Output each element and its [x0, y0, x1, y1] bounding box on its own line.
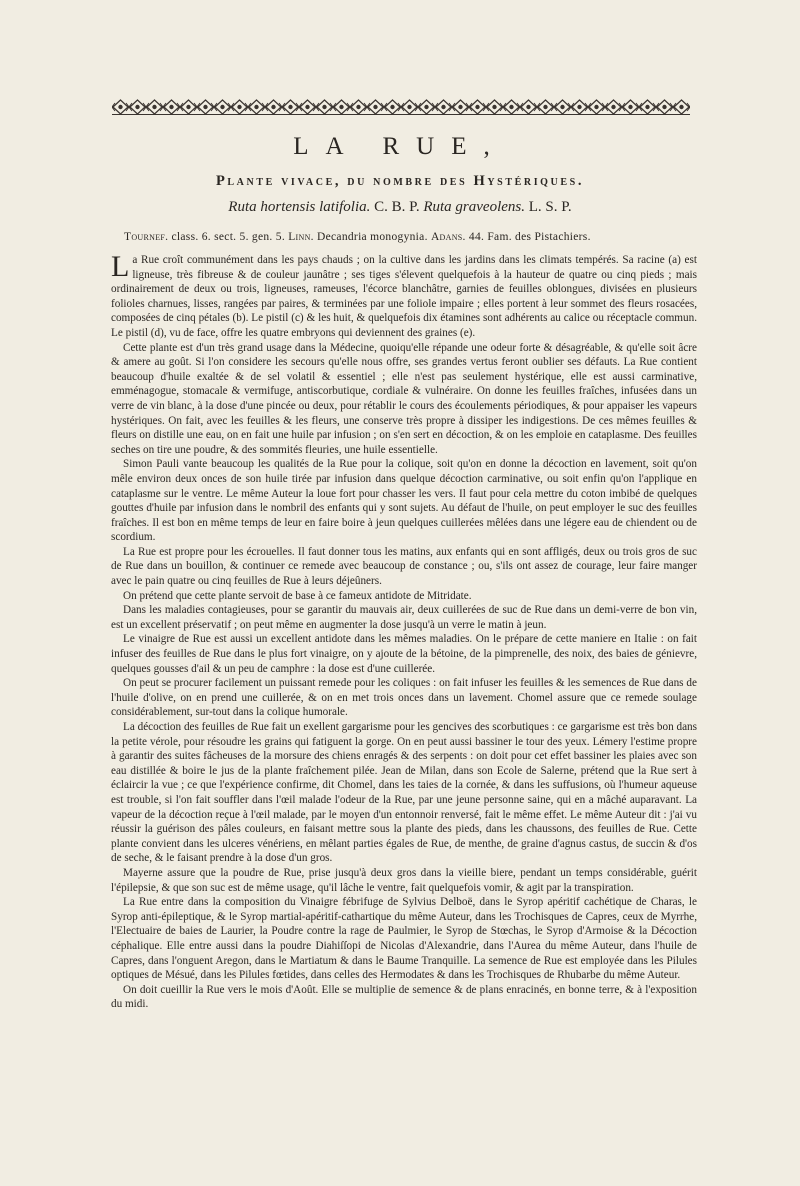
- paragraph: Mayerne assure que la poudre de Rue, prise jusqu'à deux gros dans la vieille biere, pendant un temps considérable, guérit l'épilepsie, & que son suc est de même usage, qu'il lâche le ventre, fait quelquefois vomir, & agit par la transpiration.: [111, 866, 697, 894]
- paragraph: La Rue est propre pour les écrouelles. Il faut donner tous les matins, aux enfants qui en sont affligés, deux ou trois gros de suc de Rue dans un bouillon, & continuer ce remede avec beaucoup de constance ; ou, s'ils ont assez de courage, leur faire manger avec le pain quatre ou cinq feuilles de Rue à leurs déjeûners.: [111, 545, 697, 588]
- paragraph: Dans les maladies contagieuses, pour se garantir du mauvais air, deux cuillerées de suc de Rue dans un demi-verre de bon vin, est un excellent préservatif ; on peut même en augmenter la dose jusqu'à un verre le matin à jeun.: [111, 604, 697, 631]
- page-subtitle: Plante vivace, du nombre des Hystériques.: [215, 173, 585, 189]
- paragraph: On doit cueillir la Rue vers le mois d'Août. Elle se multiplie de semence & de plans enracinés, en bonne terre, & à l'exposition du midi.: [111, 983, 697, 1011]
- paragraph: On peut se procurer facilement un puissant remede pour les coliques : on fait infuser les feuilles & les semences de Rue dans de l'huile d'olive, on en prend une cuillerée, & on en met trois onces dans un lavement. Chomel assure que ce remede soulage considérablement, sur-tout dans la colique humorale.: [111, 677, 697, 719]
- synonym-1-ref: C. B. P.: [374, 199, 420, 215]
- drop-cap: L: [111, 250, 130, 283]
- synonym-1-name: Ruta hortensis latifolia.: [228, 199, 371, 215]
- adanson-text: 44. Fam. des Pistachiers.: [468, 231, 591, 243]
- paragraph: Cette plante est d'un très grand usage dans la Médecine, quoiqu'elle répande une odeur forte & désagréable, & qu'elle soit âcre & amere au goût. Si l'on considere les secours qu'elle nous offre, ses grandes vertus feront oublier ses défauts. La Rue contient beaucoup d'huile exaltée & de sel volatil & essentiel ; elle n'est pas seulement hystérique, elle est aussi carminative, emménagogue, stomacale & vermifuge, antiscorbutique, cordiale & vulnéraire. On donne les feuilles fraîches, infusées dans un verre de vin blanc, à la dose d'une pincée ou deux, pour rétablir le cours des écoulements périodiques, & pour appaiser les vapeurs hystériques. On fait, avec les feuilles & les fleurs, une conserve très propre à dissiper les indigestions. De ces mêmes feuilles & fleurs on distille une eau, on en fait une huile par infusion ; on s'en sert en décoction, & on les emploie en cataplasme. Des feuilles seches on tire une poudre, & des sommités fleuries, une huile essentielle.: [111, 341, 697, 456]
- linnaeus-label: Linn.: [288, 231, 314, 243]
- tournefort-text: class. 6. sect. 5. gen. 5.: [171, 231, 286, 243]
- paragraph: [111, 250, 697, 341]
- decorative-border-ornament: [112, 99, 690, 115]
- adanson-label: Adans.: [430, 231, 466, 243]
- page-title: LA RUE,: [293, 133, 507, 160]
- tournefort-label: Tournef.: [124, 231, 169, 243]
- synonym-2-ref: L. S. P.: [528, 199, 572, 215]
- paragraph-text: a Rue croît communément dans les pays chauds ; on la cultive dans les jardins dans les climats tempérés. Sa racine (a) est ligneuse, très fibreuse & de couleur jaunâtre ; ses tiges s'élevent quelquefois à la hauteur de quatre ou cinq pieds ; mais ordinairement de deux ou trois, ligneuses, rameuses, l'écorce blanchâtre, garnies de feuilles oblongues, divisées en plusieurs folioles charnues, lisses, rangées par paires, & terminées par une foliole impaire ; elles portent à leur sommet des fleurs rosacées, composées de cinq pétales (b). Le pistil (c) & les huit, & quelquefois dix étamines sont adhérents au calice ou réceptacle commun. Le pistil (d), vu de face, offre les quatre embryons qui deviennent des graines (e).: [111, 254, 697, 339]
- synonym-2-name: Ruta graveolens.: [423, 199, 525, 215]
- botanical-synonyms: [0, 199, 800, 216]
- paragraph: La Rue entre dans la composition du Vinaigre fébrifuge de Sylvius Delboë, dans le Syrop apéritif cachétique de Charas, le Syrop anti-épileptique, & le Syrop martial-apéritif-cathartique du même Auteur, dans les Trochisques de Capres, ceux de Myrrhe, l'Electuaire de baies de Laurier, la Poudre contre la rage de Paulmier, le Syrop de Stœchas, le Syrop d'Armoise & la Décoction céphalique. Elle entre aussi dans la poudre Diahiſſopi de Nicolas d'Alexandrie, dans l'Aurea du même Auteur, dans l'huile de Capres, dans l'onguent Aregon, dans le Martiatum & dans le Baume Tranquille. La semence de Rue est employée dans les Pilules optiques de Mésué, dans les Pilules fœtides, dans celles des Hermodates & dans les Trochisques de Rhubarbe du même Auteur.: [111, 896, 697, 982]
- paragraph: Le vinaigre de Rue est aussi un excellent antidote dans les mêmes maladies. On le prépare de cette maniere en Italie : on fait infuser des feuilles de Rue dans le plus fort vinaigre, on y ajoute de la bétoine, de la pimprenelle, des noix, des baies de génievre, quelques gousses d'ail & un peu de camphre : la dose est d'une cuillerée.: [111, 633, 697, 675]
- paragraph: Simon Pauli vante beaucoup les qualités de la Rue pour la colique, soit qu'on en donne la décoction en lavement, soit qu'on mêle environ deux onces de son huile tirée par infusion dans quelque décoction carminative, ou soit enfin qu'on l'applique en cataplasme sur le ventre. Le même Auteur la loue fort pour chasser les vers. Il faut pour cela mettre du coton imbibé de quelques gouttes d'huile par infusion dans le nombril des enfants qui y sont sujets. Au défaut de l'huile, on peut employer le suc des feuilles fraîches. Il est bon en même temps de leur en faire boire à jeun quelques cuillerées mêlées dans une légere eau de chiendent ou de scordium.: [111, 458, 697, 544]
- classification-line: [124, 231, 684, 243]
- linnaeus-text: Decandria monogynia.: [317, 231, 428, 243]
- paragraph: On prétend que cette plante servoit de base à ce fameux antidote de Mitridate.: [123, 589, 472, 602]
- paragraph: La décoction des feuilles de Rue fait un exellent gargarisme pour les gencives des scorbutiques : ce gargarisme est très bon dans la petite vérole, pour résoudre les grains qui fatiguent la gorge. On en peut aussi bassiner le tour des yeux. Lémery l'estime propre à garantir des suites fâcheuses de la morsure des chiens enragés & des serpents : on doit pour cet effet bassiner les plaies avec son eau distillée & boire le jus de la plante fraîchement pilée. Jean de Milan, dans son Ecole de Salerne, prétend que la Rue sert à éclaircir la vue ; ce que l'expérience confirme, dit Chomel, dans les taies de la cornée, & dans les suffusions, où l'humeur aqueuse est trouble, si l'on fait souffler dans l'œil malade l'odeur de la Rue, par une jeune personne saine, qui en a mâché auparavant. La vapeur de la décoction reçue à l'œil malade, par le moyen d'un entonnoir renversé, fait le même effet. Le même Auteur dit : j'ai vu réussir la guérison des pâles couleurs, en faisant mettre sous la plante des pieds, dans les chaussons, des feuilles de Rue. Cette plante convient dans les ulceres vénériens, en mêlant parties égales de Rue, de menthe, de graine d'agnus castus, de succin & d'os de seche, & le faisant prendre à la dose d'un gros.: [111, 721, 697, 865]
- main-text: [111, 250, 697, 1012]
